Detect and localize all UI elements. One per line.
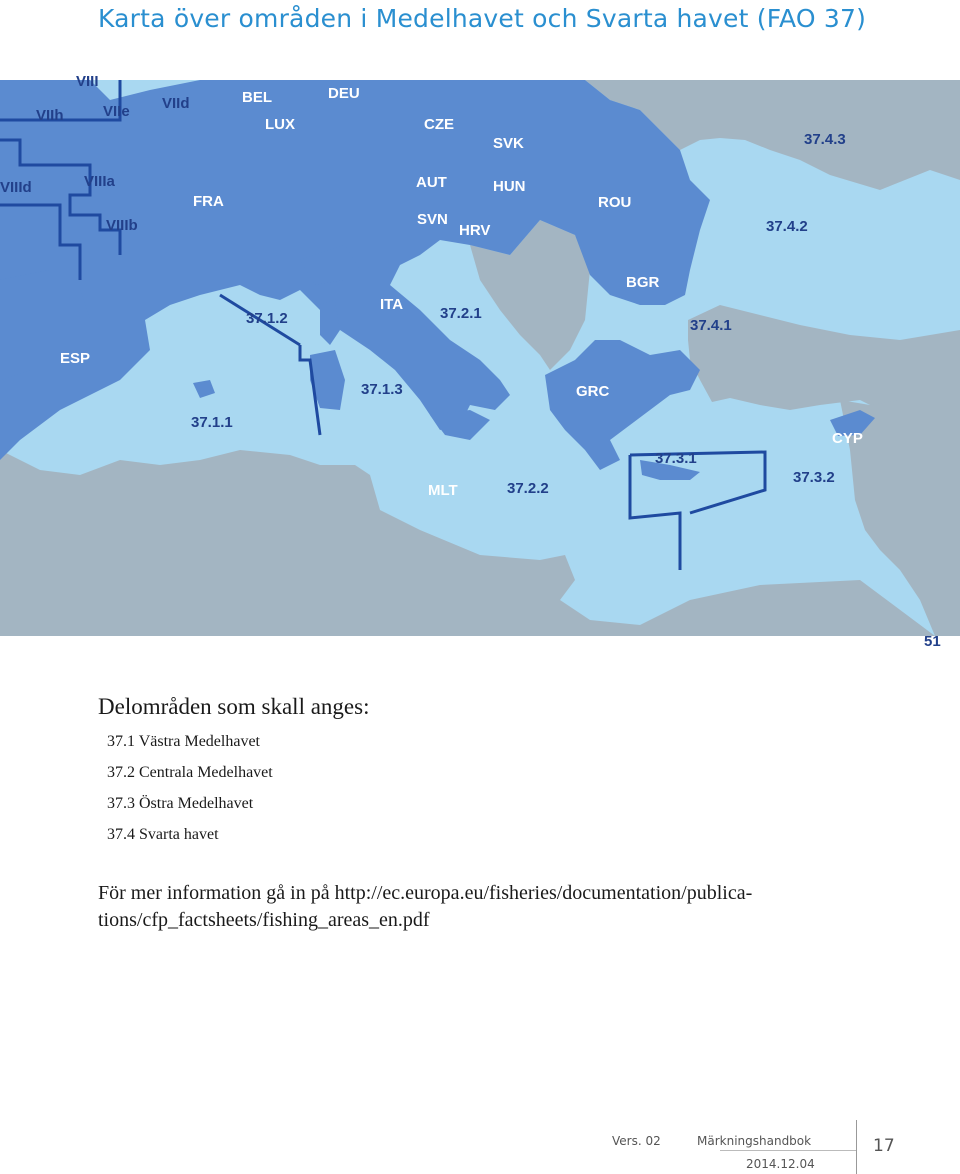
map-label-viiia: VIIIa bbox=[84, 173, 115, 190]
map-label-svk: SVK bbox=[493, 135, 524, 152]
map-label-bel: BEL bbox=[242, 89, 272, 106]
map-label-37-4-1: 37.4.1 bbox=[690, 317, 732, 334]
map-label-viiib: VIIIb bbox=[106, 217, 138, 234]
map-label-37-1-2: 37.1.2 bbox=[246, 310, 288, 327]
fao-37-map bbox=[0, 73, 960, 650]
page-number: 17 bbox=[873, 1136, 895, 1156]
map-label-hrv: HRV bbox=[459, 222, 491, 239]
map-label-svn: SVN bbox=[417, 211, 448, 228]
info-line-1[interactable]: För mer information gå in på http://ec.europa.eu/fisheries/documentation/publica- bbox=[98, 882, 753, 904]
footer-book-title: Märkningshandbok bbox=[697, 1134, 812, 1148]
footer-date: 2014.12.04 bbox=[746, 1157, 815, 1171]
map-label-bgr: BGR bbox=[626, 274, 660, 291]
page-title: Karta över områden i Medelhavet och Svarta havet (FAO 37) bbox=[98, 4, 867, 33]
map-label-lux: LUX bbox=[265, 116, 295, 133]
list-item: 37.2 Centrala Medelhavet bbox=[107, 764, 273, 781]
map-label-esp: ESP bbox=[60, 350, 91, 367]
list-item: 37.3 Östra Medelhavet bbox=[107, 795, 254, 812]
map-label-viid: VIId bbox=[162, 95, 190, 112]
map-label-37-2-2: 37.2.2 bbox=[507, 480, 549, 497]
map-label-37-1-1: 37.1.1 bbox=[191, 414, 233, 431]
footer-vertical-rule bbox=[856, 1120, 857, 1174]
map-label-51: 51 bbox=[924, 633, 941, 650]
map-label-37-4-2: 37.4.2 bbox=[766, 218, 808, 235]
map-label-cyp: CYP bbox=[832, 430, 863, 447]
map-label-37-2-1: 37.2.1 bbox=[440, 305, 482, 322]
map-label-viih: VIIh bbox=[36, 107, 64, 124]
map-label-37-3-2: 37.3.2 bbox=[793, 469, 835, 486]
map-label-deu: DEU bbox=[328, 85, 360, 102]
map-label-viiid: VIIId bbox=[0, 179, 32, 196]
map-label-hun: HUN bbox=[493, 178, 526, 195]
subareas-list bbox=[107, 730, 273, 854]
info-paragraph bbox=[98, 880, 858, 934]
map-label-fra: FRA bbox=[193, 193, 224, 210]
map-label-37-3-1: 37.3.1 bbox=[655, 450, 697, 467]
list-item: 37.4 Svarta havet bbox=[107, 826, 219, 843]
subareas-heading: Delområden som skall anges: bbox=[98, 694, 370, 719]
list-item: 37.1 Västra Medelhavet bbox=[107, 733, 260, 750]
map-label-viie: VIIe bbox=[103, 103, 130, 120]
footer-version: Vers. 02 bbox=[612, 1134, 661, 1148]
map-label-grc: GRC bbox=[576, 383, 610, 400]
map-label-viii: VIII bbox=[76, 73, 99, 90]
map-label-ita: ITA bbox=[380, 296, 404, 313]
map-label-37-4-3: 37.4.3 bbox=[804, 131, 846, 148]
map-label-37-1-3: 37.1.3 bbox=[361, 381, 403, 398]
map-label-aut: AUT bbox=[416, 174, 447, 191]
page-footer bbox=[0, 1120, 960, 1174]
map-label-rou: ROU bbox=[598, 194, 632, 211]
map-label-cze: CZE bbox=[424, 116, 454, 133]
footer-divider bbox=[720, 1150, 856, 1151]
info-line-2[interactable]: tions/cfp_factsheets/fishing_areas_en.pdf bbox=[98, 909, 430, 931]
map-label-mlt: MLT bbox=[428, 482, 458, 499]
